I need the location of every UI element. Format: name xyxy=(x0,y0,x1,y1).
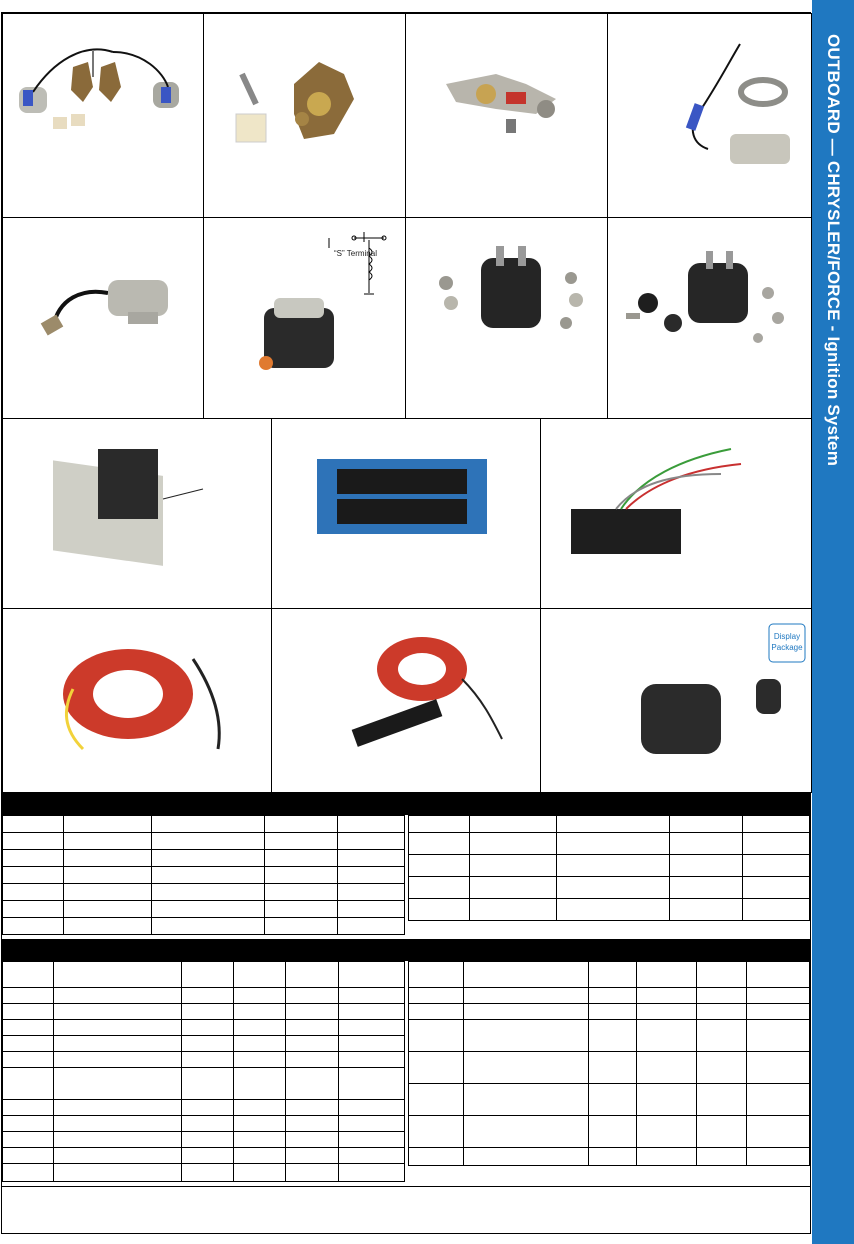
breaker-points-icon xyxy=(224,44,394,164)
s-terminal-label: “S” Terminal xyxy=(334,249,377,258)
ignition-coil-icon xyxy=(621,619,811,779)
product-cell-ignition-coil[interactable] xyxy=(540,608,812,793)
product-cell-condenser-clamp[interactable] xyxy=(607,13,812,219)
footer-notes-area xyxy=(2,1186,810,1233)
product-cell-starter-solenoid[interactable] xyxy=(203,217,407,420)
switch-box-icon xyxy=(43,439,243,569)
switch-box-icon xyxy=(312,449,502,549)
spec-table-1-right xyxy=(408,815,810,921)
product-cell-points-kit[interactable] xyxy=(2,13,205,219)
badge-line-1: Display xyxy=(773,632,801,641)
product-cell-solenoid-kit-2[interactable] xyxy=(607,217,812,420)
product-cell-stator-harness[interactable] xyxy=(271,608,542,793)
breaker-points-assembly-icon xyxy=(436,54,596,154)
points-set-with-condensers-icon xyxy=(13,32,198,152)
spec-table-2-right xyxy=(408,961,810,1166)
product-cell-condenser[interactable] xyxy=(2,217,205,420)
stator-with-harness-icon xyxy=(332,619,532,769)
section-title: OUTBOARD — CHRYSLER/FORCE - Ignition System xyxy=(824,33,843,467)
product-cell-solenoid-kit-1[interactable] xyxy=(405,217,609,420)
product-cell-points-set-2[interactable] xyxy=(405,13,609,219)
product-cell-points-set[interactable] xyxy=(203,13,407,219)
product-cell-ignition-pack[interactable] xyxy=(540,418,812,610)
solenoid-with-hardware-icon xyxy=(618,243,798,363)
starter-solenoid-icon xyxy=(244,288,364,398)
condenser-with-clamp-icon xyxy=(668,34,808,184)
spec-table-2-left xyxy=(2,961,405,1182)
product-cell-switch-box-metal[interactable] xyxy=(2,418,273,610)
condenser-icon xyxy=(33,258,183,368)
table-header-bar-1 xyxy=(2,793,810,815)
product-cell-stator[interactable] xyxy=(2,608,273,793)
product-cell-switch-box-blue[interactable] xyxy=(271,418,542,610)
table-header-bar-2 xyxy=(2,939,810,961)
ignition-pack-icon xyxy=(561,439,781,579)
solenoid-with-hardware-icon xyxy=(426,238,596,358)
badge-line-2: Package xyxy=(771,643,803,652)
stator-icon xyxy=(43,629,263,769)
spec-table-1-left xyxy=(2,815,405,935)
